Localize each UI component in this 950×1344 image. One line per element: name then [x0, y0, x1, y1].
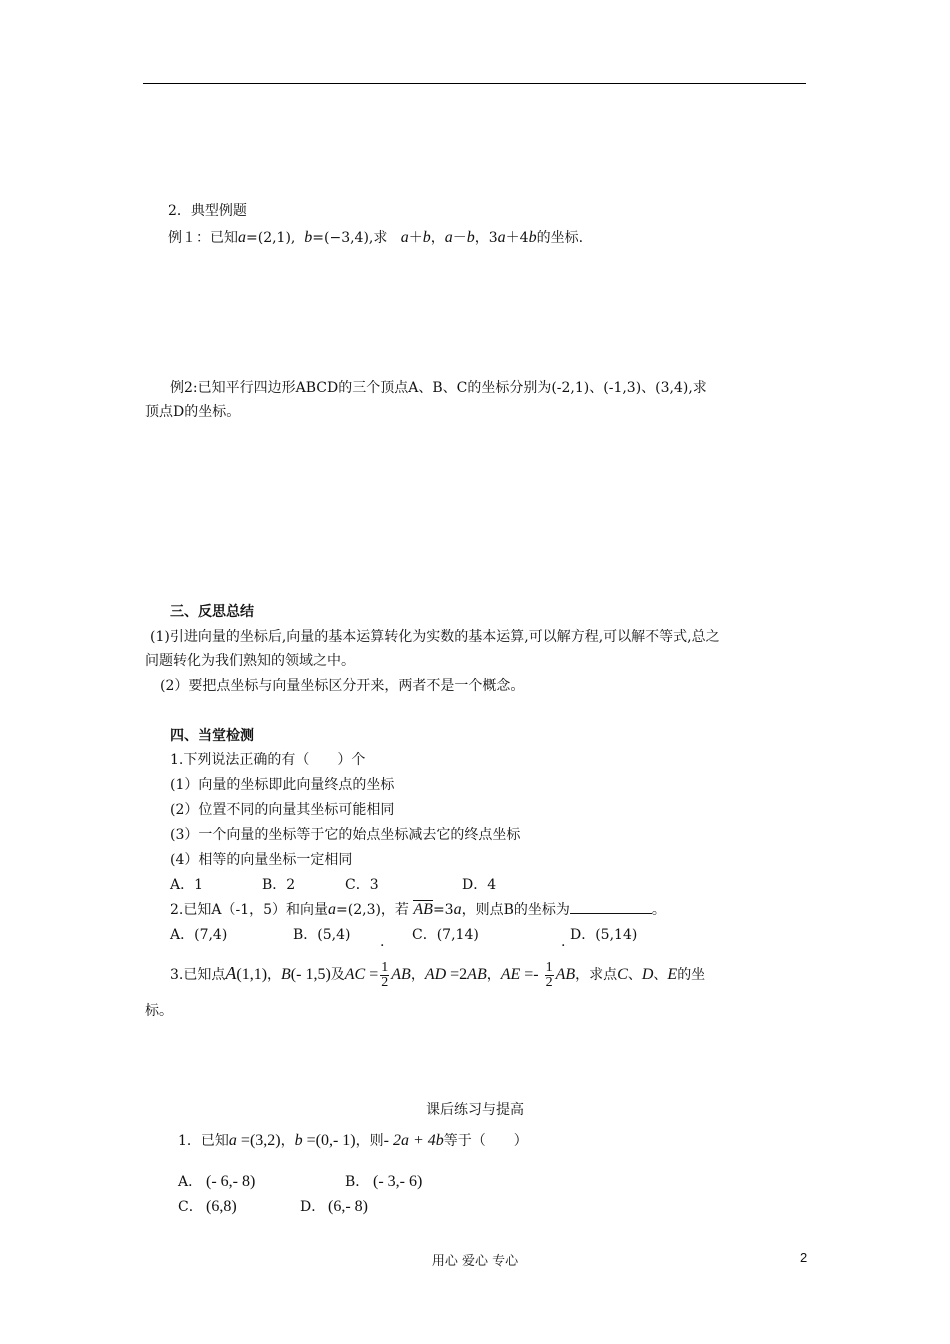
- ex1-suffix: 的坐标.: [536, 230, 584, 246]
- vector-ab: AB: [555, 966, 576, 983]
- q2-equals: =3: [432, 902, 454, 918]
- separator: ，3: [474, 230, 498, 246]
- hw-option-a-label: A．: [178, 1174, 203, 1190]
- quiz-statement-4: (4）相等的向量坐标一定相同: [170, 852, 353, 868]
- quiz-question-1: 1.下列说法正确的有（ ）个: [170, 752, 366, 768]
- option-b: B．2: [262, 877, 296, 893]
- fraction-denominator: 2: [545, 974, 553, 990]
- stray-dot: .: [561, 934, 566, 950]
- homework-title: 课后练习与提高: [426, 1102, 524, 1118]
- hw-option-d-label: D．: [300, 1199, 326, 1215]
- point-a: A: [225, 963, 237, 983]
- vector-a: a: [497, 229, 506, 246]
- separator: 、: [627, 967, 642, 983]
- quiz-question-3: [170, 958, 705, 990]
- quiz-question-3-line-2: 标。: [145, 1003, 173, 1019]
- separator: ，: [486, 967, 501, 983]
- point-d: D: [641, 966, 654, 983]
- point-b: B: [281, 966, 291, 983]
- q3-ask: ，求点: [575, 967, 618, 983]
- vector-b: b: [422, 229, 431, 246]
- ex1-a-value: =(2,1),: [246, 230, 296, 246]
- expression: - 2a + 4b: [383, 1132, 444, 1149]
- hw-option-c-label: C．: [178, 1199, 203, 1215]
- point-b-value: (- 1,5): [290, 966, 331, 983]
- q2-option-a: A．(7,4): [170, 927, 228, 943]
- hw-option-b-label: B．: [345, 1174, 370, 1190]
- hw-option-b-value: (- 3,- 6): [373, 1173, 423, 1190]
- separator: ，: [410, 967, 425, 983]
- plus-sign: ＋: [408, 230, 423, 246]
- page-number: 2: [800, 1250, 808, 1265]
- quiz-question-2: [170, 899, 666, 920]
- vector-ac: AC: [344, 966, 366, 983]
- fraction-one-half: [380, 961, 389, 990]
- plus-four: ＋4: [505, 230, 529, 246]
- q2-option-b: B．(5,4): [293, 927, 351, 943]
- hw-option-a-value: (- 6,- 8): [206, 1173, 256, 1190]
- example-2-line-2: 顶点D的坐标。: [145, 404, 241, 420]
- vector-a: a: [328, 901, 337, 918]
- ex1-prefix: 例１：已知: [168, 230, 238, 246]
- vector-a: a: [453, 901, 462, 918]
- conjunction: 及: [330, 967, 345, 983]
- section-4-heading: 四、当堂检测: [170, 728, 254, 744]
- minus-sign: －: [452, 230, 467, 246]
- q3-prefix: 3.已知点: [170, 967, 226, 983]
- vector-a: a: [228, 1132, 237, 1149]
- vector-b: b: [304, 229, 313, 246]
- vector-b: b: [466, 229, 475, 246]
- summary-1-line-2: 问题转化为我们熟知的领域之中。: [145, 653, 355, 669]
- vector-a: a: [444, 229, 453, 246]
- homework-question-1: [178, 1128, 528, 1154]
- option-c: C．3: [345, 877, 379, 893]
- fraction-denominator: 2: [381, 974, 389, 990]
- q3-suffix: 的坐: [677, 967, 706, 983]
- summary-1-line-1: (1)引进向量的坐标后,向量的基本运算转化为实数的基本运算,可以解方程,可以解不等式,总之: [150, 629, 720, 645]
- q2-option-d: D．(5,14): [570, 927, 638, 943]
- separator: ，: [430, 230, 445, 246]
- q2-end: 。: [651, 902, 666, 918]
- page-footer: 用心 爱心 专心: [431, 1254, 519, 1269]
- hw-q1-then: ，则: [355, 1133, 384, 1149]
- answer-blank[interactable]: [570, 899, 652, 914]
- fraction-one-half: [545, 961, 554, 990]
- separator: 、: [653, 967, 668, 983]
- header-rule: [143, 83, 806, 84]
- q2-suffix: ，则点B的坐标为: [461, 902, 570, 918]
- q2-a-value: =(2,3)，若: [336, 902, 409, 918]
- quiz-statement-2: (2）位置不同的向量其坐标可能相同: [170, 802, 395, 818]
- hw-option-d-value: (6,- 8): [328, 1198, 368, 1215]
- point-a-value: (1,1): [236, 966, 268, 983]
- vector-b: b: [528, 229, 537, 246]
- vector-b-value: =(0,- 1): [302, 1132, 356, 1149]
- section-3-heading: 三、反思总结: [170, 604, 254, 620]
- vector-a-value: =(3,2): [236, 1132, 281, 1149]
- separator: ，: [267, 967, 282, 983]
- q2-prefix: 2.已知A（-1，5）和向量: [170, 902, 329, 918]
- vector-b: b: [294, 1132, 303, 1149]
- fraction-numerator: 1: [381, 959, 389, 975]
- section-2-heading: 2．典型例题: [168, 203, 247, 219]
- hw-q1-suffix: 等于（ ）: [443, 1133, 528, 1149]
- quiz-statement-3: (3）一个向量的坐标等于它的始点坐标减去它的终点坐标: [170, 827, 521, 843]
- separator: ，: [280, 1133, 295, 1149]
- quiz-statement-1: (1）向量的坐标即此向量终点的坐标: [170, 777, 395, 793]
- vector-ab: AB: [391, 966, 411, 983]
- vector-ad: AD: [424, 966, 447, 983]
- option-d: D．4: [462, 877, 497, 893]
- hw-option-c-value: (6,8): [206, 1198, 237, 1215]
- hw-q1-prefix: 1．已知: [178, 1133, 229, 1149]
- equals: =: [365, 966, 379, 983]
- equals-two: =2: [446, 966, 468, 983]
- q2-option-c: C．(7,14): [412, 927, 479, 943]
- summary-2: (2）要把点坐标与向量坐标区分开来，两者不是一个概念。: [160, 678, 525, 694]
- fraction-numerator: 1: [545, 959, 553, 975]
- ex1-b-value: =(−3,4),求: [312, 230, 388, 246]
- vector-ab: AB: [467, 966, 487, 983]
- vector-ae: AE: [500, 966, 521, 983]
- vector-a: a: [400, 229, 409, 246]
- equals-minus: =-: [520, 966, 543, 983]
- example-2-line-1: 例2:已知平行四边形ABCD的三个顶点A、B、C的坐标分别为(-2,1)、(-1,3)、(3,4),求: [170, 380, 707, 396]
- example-1: [168, 228, 583, 248]
- point-c: C: [617, 966, 628, 983]
- vector-a: a: [238, 229, 246, 246]
- vector-ab: AB: [413, 901, 433, 918]
- point-e: E: [667, 966, 678, 983]
- option-a: A．1: [170, 877, 204, 893]
- stray-dot: .: [380, 934, 385, 950]
